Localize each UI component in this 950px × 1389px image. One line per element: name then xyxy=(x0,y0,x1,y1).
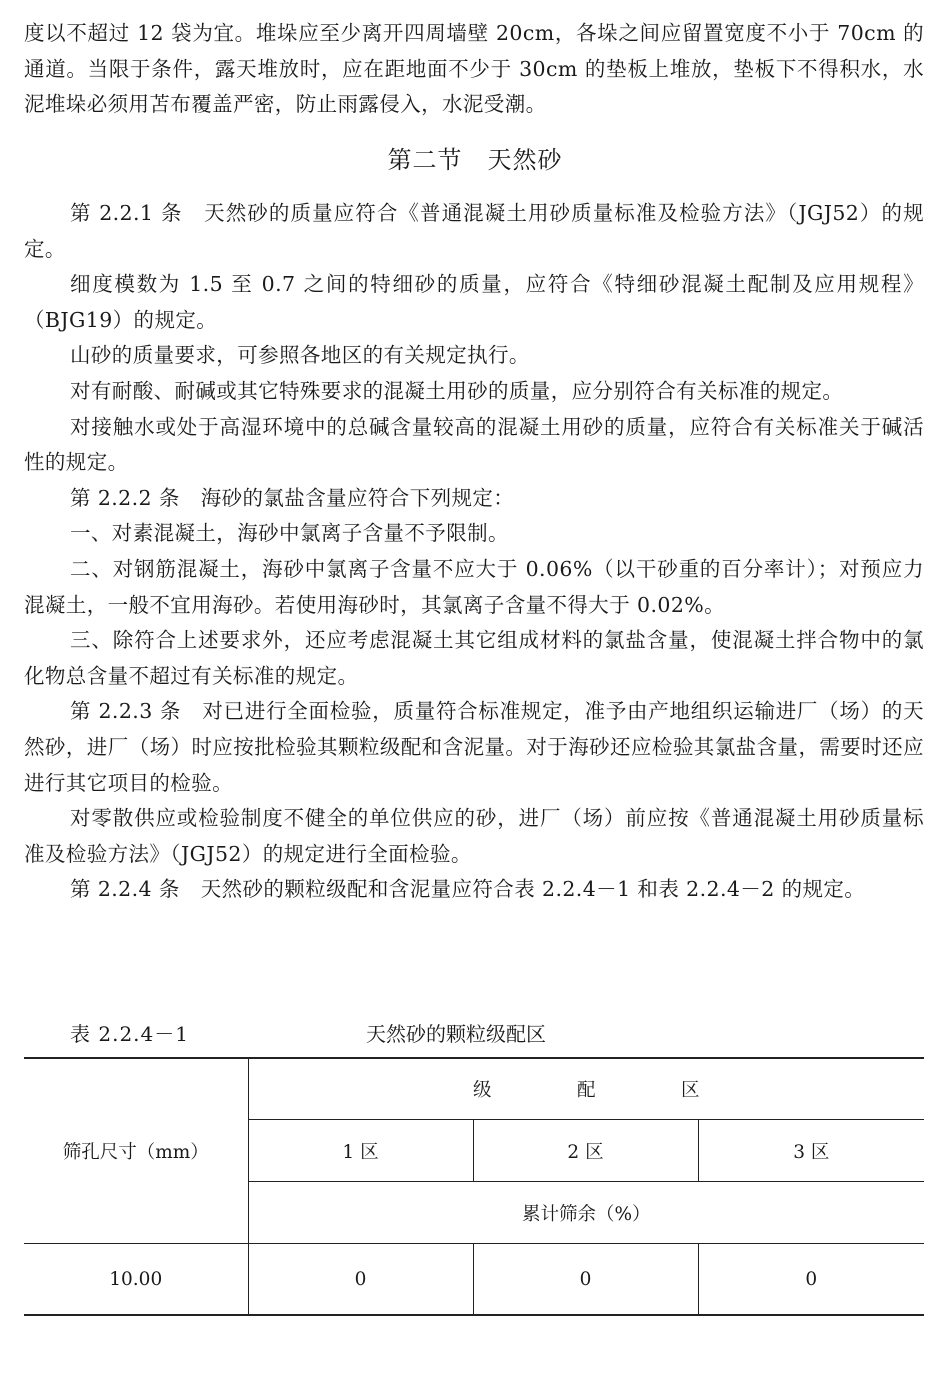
section-heading: 第二节 天然砂 xyxy=(387,146,563,174)
sieve-size-cell: 10.00 xyxy=(24,1244,248,1316)
table-title: 天然砂的颗粒级配区 xyxy=(366,1022,546,1046)
paragraph-continued: 度以不超过 12 袋为宜。堆垛应至少离开四周墙壁 20cm，各垛之间应留置宽度不小于 70cm 的通道。当限于条件，露天堆放时，应在距地面不少于 30cm 的垫板上堆放，垫板下不得积水，水泥堆垛必须用苫布覆盖严密，防止雨露侵入，水泥受潮。 xyxy=(24,21,924,117)
table-number: 表 2.2.4－1 xyxy=(70,1022,189,1046)
paragraph-alkali: 对接触水或处于高湿环境中的总碱含量较高的混凝土用砂的质量，应符合有关标准关于碱活性的规定。 xyxy=(24,414,924,475)
paragraph-scattered-supply: 对零散供应或检验制度不健全的单位供应的砂，进厂（场）前应按《普通混凝土用砂质量标准及检验方法》（JGJ52）的规定进行全面检验。 xyxy=(24,806,924,866)
zone-3-cell: 0 xyxy=(698,1244,924,1316)
table-caption xyxy=(70,1018,950,1048)
paragraph-item-1: 一、对素混凝土，海砂中氯离子含量不予限制。 xyxy=(70,521,509,546)
paragraph-item-3: 三、除符合上述要求外，还应考虑混凝土其它组成材料的氯盐含量，使混凝土拌合物中的氯化物总含量不超过有关标准的规定。 xyxy=(24,628,924,688)
grading-zone-header: 级 配 区 xyxy=(248,1058,924,1120)
table-header-row-1 xyxy=(24,1058,924,1120)
paragraph-item-2: 二、对钢筋混凝土，海砂中氯离子含量不应大于 0.06%（以干砂重的百分率计）；对预应力混凝土，一般不宜用海砂。若使用海砂时，其氯离子含量不得大于 0.02%。 xyxy=(24,556,924,617)
text-block-top xyxy=(24,16,924,123)
table-row xyxy=(24,1244,924,1316)
cumulative-retained-header: 累计筛余（%） xyxy=(248,1182,924,1244)
sieve-size-header: 筛孔尺寸（mm） xyxy=(24,1058,248,1244)
paragraph-mountain-sand: 山砂的质量要求，可参照各地区的有关规定执行。 xyxy=(70,343,530,368)
paragraph-2-2-4: 第 2.2.4 条 天然砂的颗粒级配和含泥量应符合表 2.2.4－1 和表 2.2.4－2 的规定。 xyxy=(70,877,866,902)
paragraph-fine-sand: 细度模数为 1.5 至 0.7 之间的特细砂的质量，应符合《特细砂混凝土配制及应用规程》（BJG19）的规定。 xyxy=(24,272,924,332)
paragraph-2-2-2: 第 2.2.2 条 海砂的氯盐含量应符合下列规定： xyxy=(70,485,515,510)
text-block-main xyxy=(24,196,924,908)
zone-2-cell: 0 xyxy=(473,1244,698,1316)
paragraph-2-2-1: 第 2.2.1 条 天然砂的质量应符合《普通混凝土用砂质量标准及检验方法》（JGJ52）的规定。 xyxy=(24,201,924,261)
grading-table xyxy=(24,1057,924,1316)
zone-1-header: 1 区 xyxy=(248,1120,473,1182)
zone-3-header: 3 区 xyxy=(698,1120,924,1182)
zone-2-header: 2 区 xyxy=(473,1120,698,1182)
paragraph-special-sand: 对有耐酸、耐碱或其它特殊要求的混凝土用砂的质量，应分别符合有关标准的规定。 xyxy=(70,378,844,403)
paragraph-2-2-3: 第 2.2.3 条 对已进行全面检验，质量符合标准规定，准予由产地组织运输进厂（场）的天然砂，进厂（场）时应按批检验其颗粒级配和含泥量。对于海砂还应检验其氯盐含量，需要时还应进行其它项目的检验。 xyxy=(24,699,924,795)
zone-1-cell: 0 xyxy=(248,1244,473,1316)
